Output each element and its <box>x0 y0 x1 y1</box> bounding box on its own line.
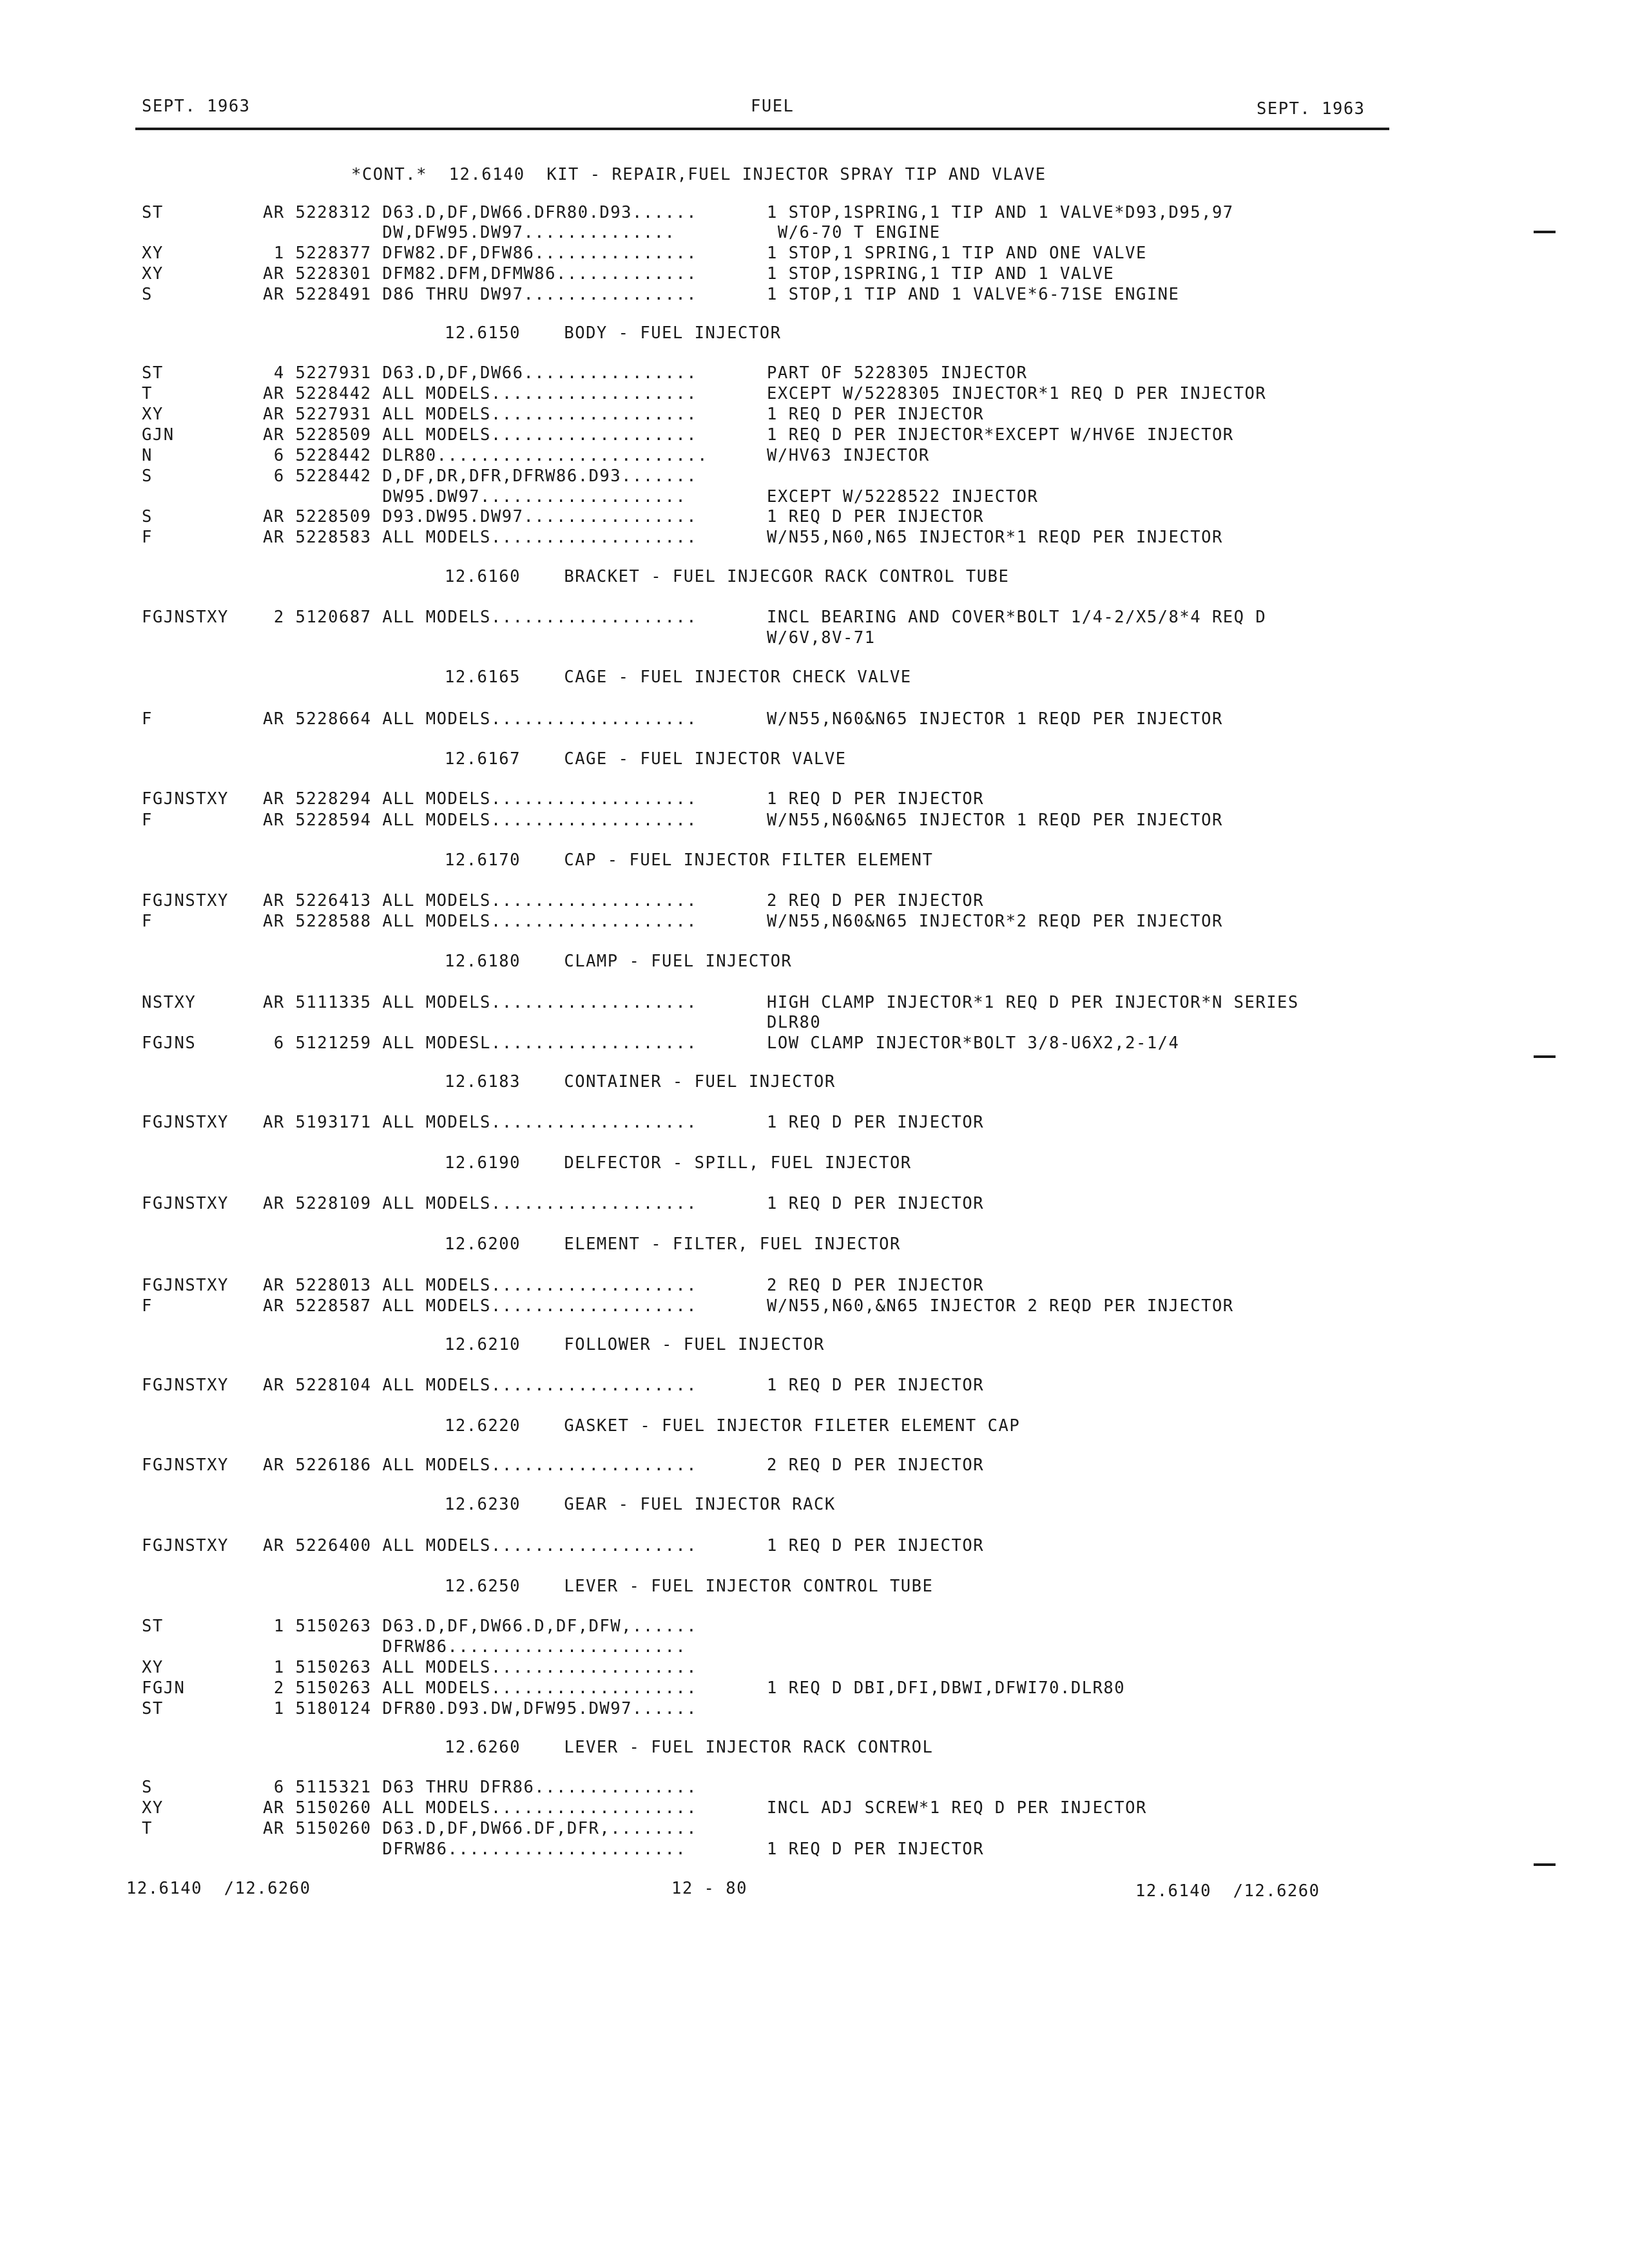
footer-left: 12.6140 /12.6260 <box>126 1879 311 1898</box>
section-heading: 12.6250 LEVER - FUEL INJECTOR CONTROL TUBE <box>445 1577 934 1596</box>
part-entry: AR 5228109 ALL MODELS................... <box>263 1194 698 1213</box>
model-codes: XY <box>142 264 164 284</box>
part-description: W/HV63 INJECTOR <box>767 446 930 465</box>
model-codes: FGJNSTXY <box>142 1194 229 1213</box>
part-entry: DFRW86...................... <box>263 1840 687 1859</box>
model-codes: FGJNSTXY <box>142 1113 229 1132</box>
model-codes: FGJNSTXY <box>142 1456 229 1475</box>
part-entry: AR 5226413 ALL MODELS................... <box>263 891 698 910</box>
part-description: W/6-70 T ENGINE <box>767 223 941 242</box>
part-description: INCL ADJ SCREW*1 REQ D PER INJECTOR <box>767 1798 1147 1818</box>
part-entry: AR 5150260 D63.D,DF,DW66.DF,DFR,........ <box>263 1819 698 1838</box>
header-center: FUEL <box>751 97 795 116</box>
part-entry: 6 5228442 DLR80......................... <box>263 446 708 465</box>
part-entry: AR 5228594 ALL MODELS................... <box>263 811 698 830</box>
model-codes: F <box>142 1296 153 1316</box>
part-description: 1 REQ D PER INJECTOR <box>767 1536 985 1555</box>
part-entry: AR 5111335 ALL MODELS................... <box>263 993 698 1012</box>
part-entry: AR 5226186 ALL MODELS................... <box>263 1456 698 1475</box>
part-description: W/N55,N60&N65 INJECTOR*2 REQD PER INJECTOR <box>767 912 1223 931</box>
header-rule <box>135 128 1389 130</box>
part-description: PART OF 5228305 INJECTOR <box>767 363 1028 383</box>
footer-center: 12 - 80 <box>671 1879 747 1898</box>
section-heading: 12.6150 BODY - FUEL INJECTOR <box>445 323 782 343</box>
header-right: SEPT. 1963 <box>1257 99 1365 119</box>
part-description: EXCEPT W/5228522 INJECTOR <box>767 487 1039 506</box>
section-heading: 12.6165 CAGE - FUEL INJECTOR CHECK VALVE <box>445 668 912 687</box>
part-description: 1 REQ D PER INJECTOR <box>767 1840 985 1859</box>
model-codes: XY <box>142 244 164 263</box>
part-description: LOW CLAMP INJECTOR*BOLT 3/8-U6X2,2-1/4 <box>767 1033 1180 1053</box>
part-entry: 6 5121259 ALL MODESL................... <box>263 1033 698 1053</box>
part-entry: AR 5228104 ALL MODELS................... <box>263 1376 698 1395</box>
model-codes: FGJNS <box>142 1033 197 1053</box>
part-entry: AR 5193171 ALL MODELS................... <box>263 1113 698 1132</box>
part-description: HIGH CLAMP INJECTOR*1 REQ D PER INJECTOR*N SERIES <box>767 993 1299 1012</box>
model-codes: FGJN <box>142 1678 186 1698</box>
section-heading: *CONT.* 12.6140 KIT - REPAIR,FUEL INJECTOR SPRAY TIP AND VLAVE <box>351 165 1046 184</box>
model-codes: F <box>142 709 153 729</box>
part-entry: AR 5228509 ALL MODELS................... <box>263 425 698 445</box>
part-description: 1 REQ D PER INJECTOR <box>767 1194 985 1213</box>
part-description: DLR80 <box>767 1013 822 1032</box>
model-codes: FGJNSTXY <box>142 891 229 910</box>
part-entry: AR 5228664 ALL MODELS................... <box>263 709 698 729</box>
part-description: 1 REQ D PER INJECTOR*EXCEPT W/HV6E INJECTOR <box>767 425 1234 445</box>
section-heading: 12.6170 CAP - FUEL INJECTOR FILTER ELEMENT <box>445 850 934 870</box>
part-description: 2 REQ D PER INJECTOR <box>767 1456 985 1475</box>
part-description: W/N55,N60,&N65 INJECTOR 2 REQD PER INJECTOR <box>767 1296 1234 1316</box>
model-codes: S <box>142 1778 153 1797</box>
part-entry: AR 5227931 ALL MODELS................... <box>263 405 698 424</box>
model-codes: T <box>142 1819 153 1838</box>
model-codes: S <box>142 285 153 304</box>
section-heading: 12.6160 BRACKET - FUEL INJECGOR RACK CONTROL TUBE <box>445 567 1010 586</box>
part-entry: 2 5120687 ALL MODELS................... <box>263 608 698 627</box>
model-codes: ST <box>142 1617 164 1636</box>
part-entry: 1 5180124 DFR80.D93.DW,DFW95.DW97...... <box>263 1699 698 1718</box>
model-codes: FGJNSTXY <box>142 1536 229 1555</box>
part-description: EXCEPT W/5228305 INJECTOR*1 REQ D PER INJECTOR <box>767 384 1267 403</box>
model-codes: FGJNSTXY <box>142 608 229 627</box>
margin-mark <box>1534 1055 1556 1058</box>
part-entry: AR 5226400 ALL MODELS................... <box>263 1536 698 1555</box>
part-entry: AR 5228294 ALL MODELS................... <box>263 789 698 809</box>
margin-mark <box>1534 1863 1556 1866</box>
part-description: W/N55,N60&N65 INJECTOR 1 REQD PER INJECTOR <box>767 811 1223 830</box>
part-entry: AR 5228013 ALL MODELS................... <box>263 1276 698 1295</box>
part-description: 1 STOP,1 TIP AND 1 VALVE*6-71SE ENGINE <box>767 285 1180 304</box>
model-codes: F <box>142 811 153 830</box>
model-codes: N <box>142 446 153 465</box>
section-heading: 12.6167 CAGE - FUEL INJECTOR VALVE <box>445 749 847 769</box>
header-left: SEPT. 1963 <box>142 97 251 116</box>
model-codes: XY <box>142 1658 164 1677</box>
part-entry: 4 5227931 D63.D,DF,DW66................ <box>263 363 698 383</box>
model-codes: FGJNSTXY <box>142 1376 229 1395</box>
part-entry: AR 5150260 ALL MODELS................... <box>263 1798 698 1818</box>
section-heading: 12.6183 CONTAINER - FUEL INJECTOR <box>445 1072 836 1091</box>
part-description: 1 REQ D PER INJECTOR <box>767 1113 985 1132</box>
part-entry: 2 5150263 ALL MODELS................... <box>263 1678 698 1698</box>
footer-right: 12.6140 /12.6260 <box>1135 1881 1320 1901</box>
model-codes: ST <box>142 1699 164 1718</box>
part-entry: AR 5228312 D63.D,DF,DW66.DFR80.D93...... <box>263 203 698 222</box>
part-entry: DW95.DW97................... <box>263 487 687 506</box>
section-heading: 12.6260 LEVER - FUEL INJECTOR RACK CONTROL <box>445 1738 934 1757</box>
part-entry: AR 5228587 ALL MODELS................... <box>263 1296 698 1316</box>
part-entry: 1 5150263 ALL MODELS................... <box>263 1658 698 1677</box>
section-heading: 12.6210 FOLLOWER - FUEL INJECTOR <box>445 1335 825 1354</box>
model-codes: ST <box>142 363 164 383</box>
part-entry: AR 5228509 D93.DW95.DW97................ <box>263 507 698 526</box>
part-entry: 1 5150263 D63.D,DF,DW66.D,DF,DFW,...... <box>263 1617 698 1636</box>
part-description: 1 REQ D DBI,DFI,DBWI,DFWI70.DLR80 <box>767 1678 1126 1698</box>
part-description: 1 REQ D PER INJECTOR <box>767 405 985 424</box>
part-description: INCL BEARING AND COVER*BOLT 1/4-2/X5/8*4 REQ D <box>767 608 1267 627</box>
part-description: W/N55,N60&N65 INJECTOR 1 REQD PER INJECTOR <box>767 709 1223 729</box>
part-entry: AR 5228588 ALL MODELS................... <box>263 912 698 931</box>
model-codes: XY <box>142 1798 164 1818</box>
part-entry: AR 5228301 DFM82.DFM,DFMW86............. <box>263 264 698 284</box>
model-codes: F <box>142 912 153 931</box>
margin-mark <box>1534 231 1556 233</box>
model-codes: XY <box>142 405 164 424</box>
part-entry: AR 5228583 ALL MODELS................... <box>263 528 698 547</box>
part-entry: 6 5228442 D,DF,DR,DFR,DFRW86.D93....... <box>263 466 698 486</box>
model-codes: ST <box>142 203 164 222</box>
section-heading: 12.6180 CLAMP - FUEL INJECTOR <box>445 952 793 971</box>
part-entry: DFRW86...................... <box>263 1637 687 1657</box>
section-heading: 12.6200 ELEMENT - FILTER, FUEL INJECTOR <box>445 1235 901 1254</box>
model-codes: F <box>142 528 153 547</box>
model-codes: S <box>142 466 153 486</box>
section-heading: 12.6190 DELFECTOR - SPILL, FUEL INJECTOR <box>445 1153 912 1173</box>
model-codes: T <box>142 384 153 403</box>
part-entry: DW,DFW95.DW97.............. <box>263 223 676 242</box>
section-heading: 12.6220 GASKET - FUEL INJECTOR FILETER ELEMENT CAP <box>445 1416 1021 1436</box>
model-codes: S <box>142 507 153 526</box>
part-description: W/6V,8V-71 <box>767 628 876 648</box>
part-description: 1 REQ D PER INJECTOR <box>767 1376 985 1395</box>
model-codes: NSTXY <box>142 993 197 1012</box>
part-description: 1 STOP,1SPRING,1 TIP AND 1 VALVE <box>767 264 1115 284</box>
part-description: W/N55,N60,N65 INJECTOR*1 REQD PER INJECTOR <box>767 528 1223 547</box>
part-description: 1 STOP,1SPRING,1 TIP AND 1 VALVE*D93,D95,97 <box>767 203 1234 222</box>
part-entry: 1 5228377 DFW82.DF,DFW86............... <box>263 244 698 263</box>
model-codes: GJN <box>142 425 175 445</box>
model-codes: FGJNSTXY <box>142 1276 229 1295</box>
part-description: 2 REQ D PER INJECTOR <box>767 1276 985 1295</box>
model-codes: FGJNSTXY <box>142 789 229 809</box>
part-entry: AR 5228442 ALL MODELS................... <box>263 384 698 403</box>
section-heading: 12.6230 GEAR - FUEL INJECTOR RACK <box>445 1495 836 1514</box>
part-description: 1 REQ D PER INJECTOR <box>767 507 985 526</box>
part-entry: 6 5115321 D63 THRU DFR86............... <box>263 1778 698 1797</box>
part-description: 2 REQ D PER INJECTOR <box>767 891 985 910</box>
part-entry: AR 5228491 D86 THRU DW97................ <box>263 285 698 304</box>
part-description: 1 REQ D PER INJECTOR <box>767 789 985 809</box>
part-description: 1 STOP,1 SPRING,1 TIP AND ONE VALVE <box>767 244 1147 263</box>
